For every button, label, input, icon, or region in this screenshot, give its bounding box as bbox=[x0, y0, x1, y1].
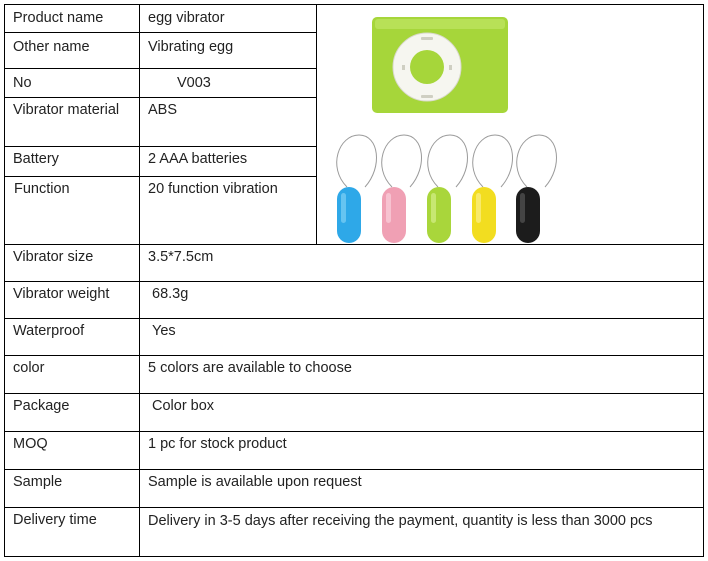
egg-black bbox=[516, 135, 556, 243]
row-divider bbox=[4, 97, 316, 98]
label-product-name: Product name bbox=[13, 10, 104, 26]
value-moq: 1 pc for stock product bbox=[148, 436, 287, 452]
row-divider bbox=[4, 281, 704, 282]
label-other-name: Other name bbox=[13, 39, 90, 55]
value-package: Color box bbox=[152, 398, 215, 414]
egg-pink bbox=[382, 135, 422, 243]
row-divider bbox=[4, 355, 704, 356]
table-border-right bbox=[703, 4, 704, 557]
label-waterproof: Waterproof bbox=[13, 323, 85, 339]
product-photo bbox=[317, 7, 700, 245]
value-no: V003 bbox=[177, 75, 211, 91]
label-color: color bbox=[13, 360, 45, 376]
value-function: 20 function vibration bbox=[148, 181, 278, 197]
label-no: No bbox=[13, 75, 32, 91]
table-border-bottom bbox=[4, 556, 704, 557]
row-divider bbox=[4, 176, 316, 177]
remote-control-image bbox=[372, 17, 508, 113]
value-vibrator-size: 3.5*7.5cm bbox=[148, 249, 214, 265]
row-divider bbox=[4, 469, 704, 470]
value-vibrator-weight: 68.3g bbox=[152, 286, 189, 302]
row-divider bbox=[4, 318, 704, 319]
value-other-name: Vibrating egg bbox=[148, 39, 234, 55]
label-moq: MOQ bbox=[13, 436, 48, 452]
table-border-top bbox=[4, 4, 704, 5]
row-divider bbox=[4, 507, 704, 508]
row-divider bbox=[4, 393, 704, 394]
label-battery: Battery bbox=[13, 151, 59, 167]
table-border-left bbox=[4, 4, 5, 557]
value-sample: Sample is available upon request bbox=[148, 474, 362, 490]
column-divider bbox=[139, 4, 140, 557]
value-delivery-time: Delivery in 3-5 days after receiving the payment, quantity is less than 3000 pcs bbox=[148, 513, 653, 529]
row-divider bbox=[4, 431, 704, 432]
label-delivery-time: Delivery time bbox=[13, 512, 97, 528]
value-battery: 2 AAA batteries bbox=[148, 151, 248, 167]
value-vibrator-material: ABS bbox=[148, 102, 178, 118]
row-divider bbox=[4, 68, 316, 69]
value-color: 5 colors are available to choose bbox=[148, 360, 352, 376]
label-sample: Sample bbox=[13, 474, 63, 490]
egg-blue bbox=[337, 135, 377, 243]
value-product-name: egg vibrator bbox=[148, 10, 225, 26]
label-vibrator-material: Vibrator material bbox=[13, 102, 120, 118]
label-vibrator-size: Vibrator size bbox=[13, 249, 94, 265]
egg-yellow bbox=[472, 135, 512, 243]
egg-green bbox=[427, 135, 467, 243]
label-function: Function bbox=[14, 181, 70, 197]
value-waterproof: Yes bbox=[152, 323, 176, 339]
row-divider bbox=[4, 146, 316, 147]
label-vibrator-weight: Vibrator weight bbox=[13, 286, 110, 302]
label-package: Package bbox=[13, 398, 70, 414]
row-divider bbox=[4, 32, 316, 33]
product-spec-table bbox=[4, 4, 704, 557]
